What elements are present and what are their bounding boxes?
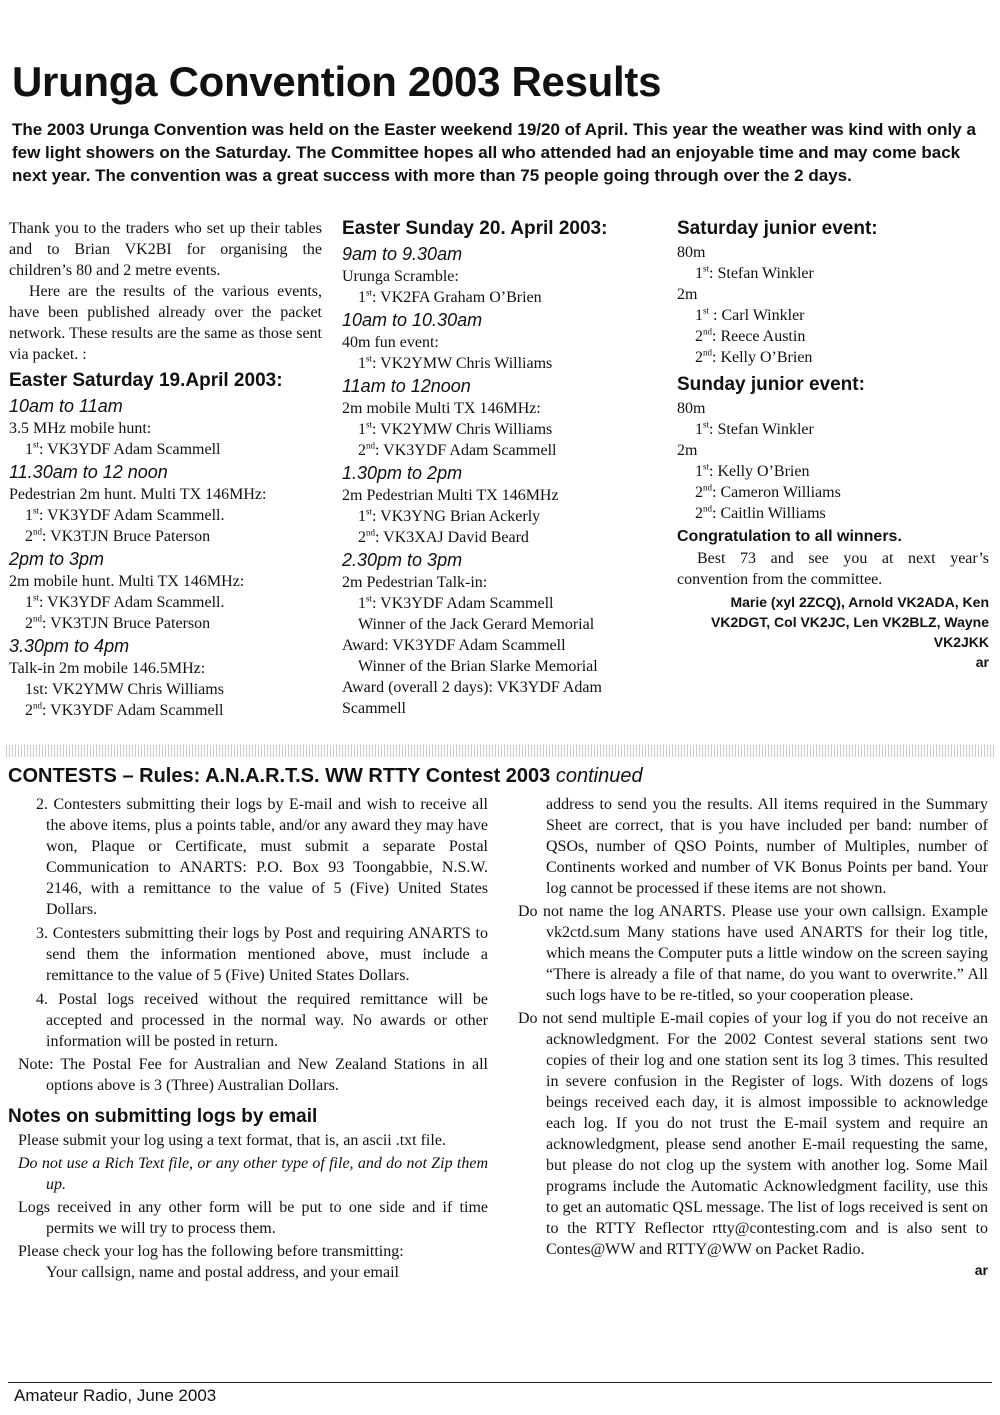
placing: 1st: Kelly O’Brien bbox=[695, 461, 810, 480]
time-slot: 10am to 11am bbox=[9, 396, 123, 416]
award-line: Winner of the Jack Gerard Memorial bbox=[358, 616, 595, 633]
event-name: 2m mobile hunt. Multi TX 146MHz: bbox=[9, 573, 245, 590]
placing: 1st: Stefan Winkler bbox=[695, 419, 814, 438]
multiple-copies-paragraph: Do not send multiple E-mail copies of your log if you do not receive an acknowledgment. For the 2002 Contest several stations sent two copies of their log and one station sent its log 3 times. This resulted in severe confusion in the Register of logs. With dozens of logs beings received each day, it is almost impossible to acknowledge each log. If you do not trust the E-mail system and require an acknowledgment, please send another E-mail requesting the same, but please do not clog up the system with another log. Some Mail programs include the Automatic Acknowledgment facility, use this to get an automatic QSL message. The list of logs received is sent on to the RTTY Reflector rtty@contesting.com and is also sent to Contes@WW and RTTY@WW on Packet Radio. bbox=[518, 1010, 988, 1258]
award-line: Winner of the Brian Slarke Memorial bbox=[358, 658, 598, 675]
placing: 2nd: Kelly O’Brien bbox=[695, 347, 813, 366]
time-slot: 2pm to 3pm bbox=[9, 549, 105, 569]
page-title: Urunga Convention 2003 Results bbox=[12, 58, 662, 105]
placing: 1st: VK3YDF Adam Scammell bbox=[358, 593, 554, 612]
time-slot: 11am to 12noon bbox=[342, 376, 471, 396]
time-slot: 2.30pm to 3pm bbox=[342, 550, 463, 570]
event-name: 2m Pedestrian Talk-in: bbox=[342, 574, 488, 591]
summary-paragraph: address to send you the results. All items required in the Summary Sheet are correct, that is you have included per band: number of QSOs, number of QSO Points, number of Multiples, number of Continents worked and number of VK Bonus Points per band. Your log cannot be processed if these items are not shown. bbox=[546, 796, 988, 897]
placing: 2nd: VK3YDF Adam Scammell bbox=[25, 700, 224, 719]
rule-2: 2. Contesters submitting their logs by E-mail and wish to receive all the above items, plus a points table, and/or any award they may have won, Plaque or Certificate, must submit a separate Postal Communication to ANARTS: P.O. Box 93 Toongabbie, N.S.W. 2146, with a remittance to the value of 5 (Five) United States Dollars. bbox=[36, 796, 488, 918]
sunday-column bbox=[342, 216, 660, 719]
sunday-junior-heading: Sunday junior event: bbox=[677, 374, 865, 395]
note-item: Please check your log has the following before transmitting: bbox=[18, 1243, 404, 1260]
sunday-heading: Easter Sunday 20. April 2003: bbox=[342, 218, 608, 239]
saturday-junior-heading: Saturday junior event: bbox=[677, 218, 878, 239]
band-label: 2m bbox=[677, 286, 698, 303]
placing: 2nd: Caitlin Williams bbox=[695, 503, 826, 522]
time-slot: 1.30pm to 2pm bbox=[342, 463, 463, 483]
postal-fee-note: Note: The Postal Fee for Australian and New Zealand Stations in all options above is 3 (Three) Australian Dollars. bbox=[18, 1056, 488, 1094]
time-slot: 10am to 10.30am bbox=[342, 310, 483, 330]
placing: 1st: Stefan Winkler bbox=[695, 263, 814, 282]
time-slot: 11.30am to 12 noon bbox=[9, 462, 168, 482]
note-item: Please submit your log using a text format, that is, an ascii .txt file. bbox=[18, 1132, 446, 1149]
event-name: 2m Pedestrian Multi TX 146MHz bbox=[342, 487, 559, 504]
congratulations: Congratulation to all winners. bbox=[677, 528, 902, 545]
award-line: Award (overall 2 days): VK3YDF Adam Scammell bbox=[342, 679, 602, 717]
note-item: Your callsign, name and postal address, and your email bbox=[46, 1264, 399, 1281]
committee-signature: Marie (xyl 2ZCQ), Arnold VK2ADA, Ken VK2DGT, Col VK2JC, Len VK2BLZ, Wayne VK2JKK bbox=[711, 594, 989, 650]
placing: 1st: VK2FA Graham O’Brien bbox=[358, 287, 542, 306]
thanks-paragraph: Thank you to the traders who set up their tables and to Brian VK2BI for organising the children’s 80 and 2 metre events. bbox=[9, 220, 322, 279]
placing: 1st: VK3YDF Adam Scammell bbox=[25, 439, 221, 458]
note-item: Do not use a Rich Text file, or any other type of file, and do not Zip them up. bbox=[18, 1155, 488, 1193]
contests-right-column bbox=[518, 794, 988, 1278]
placing: 2nd: VK3XAJ David Beard bbox=[358, 527, 529, 546]
event-name: 3.5 MHz mobile hunt: bbox=[9, 420, 152, 437]
event-name: 40m fun event: bbox=[342, 334, 439, 351]
notes-heading: Notes on submitting logs by email bbox=[8, 1106, 318, 1127]
placing: 2nd: Cameron Williams bbox=[695, 482, 841, 501]
time-slot: 3.30pm to 4pm bbox=[9, 636, 130, 656]
award-line: Award: VK3YDF Adam Scammell bbox=[342, 637, 566, 654]
event-name: Pedestrian 2m hunt. Multi TX 146MHz: bbox=[9, 486, 267, 503]
contests-left-column bbox=[8, 794, 488, 1283]
placing: 1st: VK3YDF Adam Scammell. bbox=[25, 505, 225, 524]
event-name: 2m mobile Multi TX 146MHz: bbox=[342, 400, 541, 417]
footer-rule bbox=[8, 1382, 992, 1383]
placing: 2nd: VK3TJN Bruce Paterson bbox=[25, 613, 211, 632]
closing-paragraph: Best 73 and see you at next year’s convention from the committee. bbox=[677, 550, 989, 588]
note-item: Logs received in any other form will be put to one side and if time permits we will try to process them. bbox=[18, 1199, 488, 1237]
end-mark: ar bbox=[974, 1262, 988, 1278]
saturday-column bbox=[9, 218, 322, 721]
log-naming-paragraph: Do not name the log ANARTS. Please use your own callsign. Example vk2ctd.sum Many stations have used ANARTS for their log title, which means the Computer puts a little window on the screen saying “There is already a file of that name, do you want to overwrite.” All such logs have to be re-titled, so your cooperation please. bbox=[518, 903, 988, 1004]
event-name: Urunga Scramble: bbox=[342, 268, 459, 285]
end-mark: ar bbox=[975, 654, 989, 670]
event-name: Talk-in 2m mobile 146.5MHz: bbox=[9, 660, 206, 677]
placing: 1st: VK2YMW Chris Williams bbox=[25, 681, 224, 698]
contests-heading: CONTESTS – Rules: A.N.A.R.T.S. WW RTTY Contest 2003 continued bbox=[8, 765, 643, 787]
placing: 1st: VK2YMW Chris Williams bbox=[358, 353, 553, 372]
placing: 2nd: VK3YDF Adam Scammell bbox=[358, 440, 557, 459]
placing: 1st: VK3YDF Adam Scammell. bbox=[25, 592, 225, 611]
intro-paragraph: The 2003 Urunga Convention was held on the Easter weekend 19/20 of April. This year the weather was kind with only a few light showers on the Saturday. The Committee hopes all who attended had an enjoyable time and may come back next year. The convention was a great success with more than 75 people going through over the 2 days. bbox=[12, 120, 976, 185]
rule-3: 3. Contesters submitting their logs by Post and requiring ANARTS to send them the information mentioned above, must include a remittance to the value of 5 (Five) United States Dollars. bbox=[36, 925, 488, 984]
time-slot: 9am to 9.30am bbox=[342, 244, 463, 264]
placing: 2nd: VK3TJN Bruce Paterson bbox=[25, 526, 211, 545]
junior-column bbox=[677, 216, 989, 670]
results-paragraph: Here are the results of the various events, have been published already over the packet network. These results are the same as those sent via packet. : bbox=[9, 283, 322, 363]
placing: 1st : Carl Winkler bbox=[695, 305, 805, 324]
band-label: 80m bbox=[677, 244, 706, 261]
placing: 1st: VK2YMW Chris Williams bbox=[358, 419, 553, 438]
placing: 2nd: Reece Austin bbox=[695, 326, 806, 345]
band-label: 80m bbox=[677, 400, 706, 417]
section-divider bbox=[6, 745, 994, 757]
saturday-heading: Easter Saturday 19.April 2003: bbox=[9, 370, 283, 391]
band-label: 2m bbox=[677, 442, 698, 459]
footer-text: Amateur Radio, June 2003 bbox=[14, 1386, 217, 1405]
placing: 1st: VK3YNG Brian Ackerly bbox=[358, 506, 541, 525]
rule-4: 4. Postal logs received without the required remittance will be accepted and processed in the normal way. No awards or other information will be posted in return. bbox=[36, 991, 488, 1050]
